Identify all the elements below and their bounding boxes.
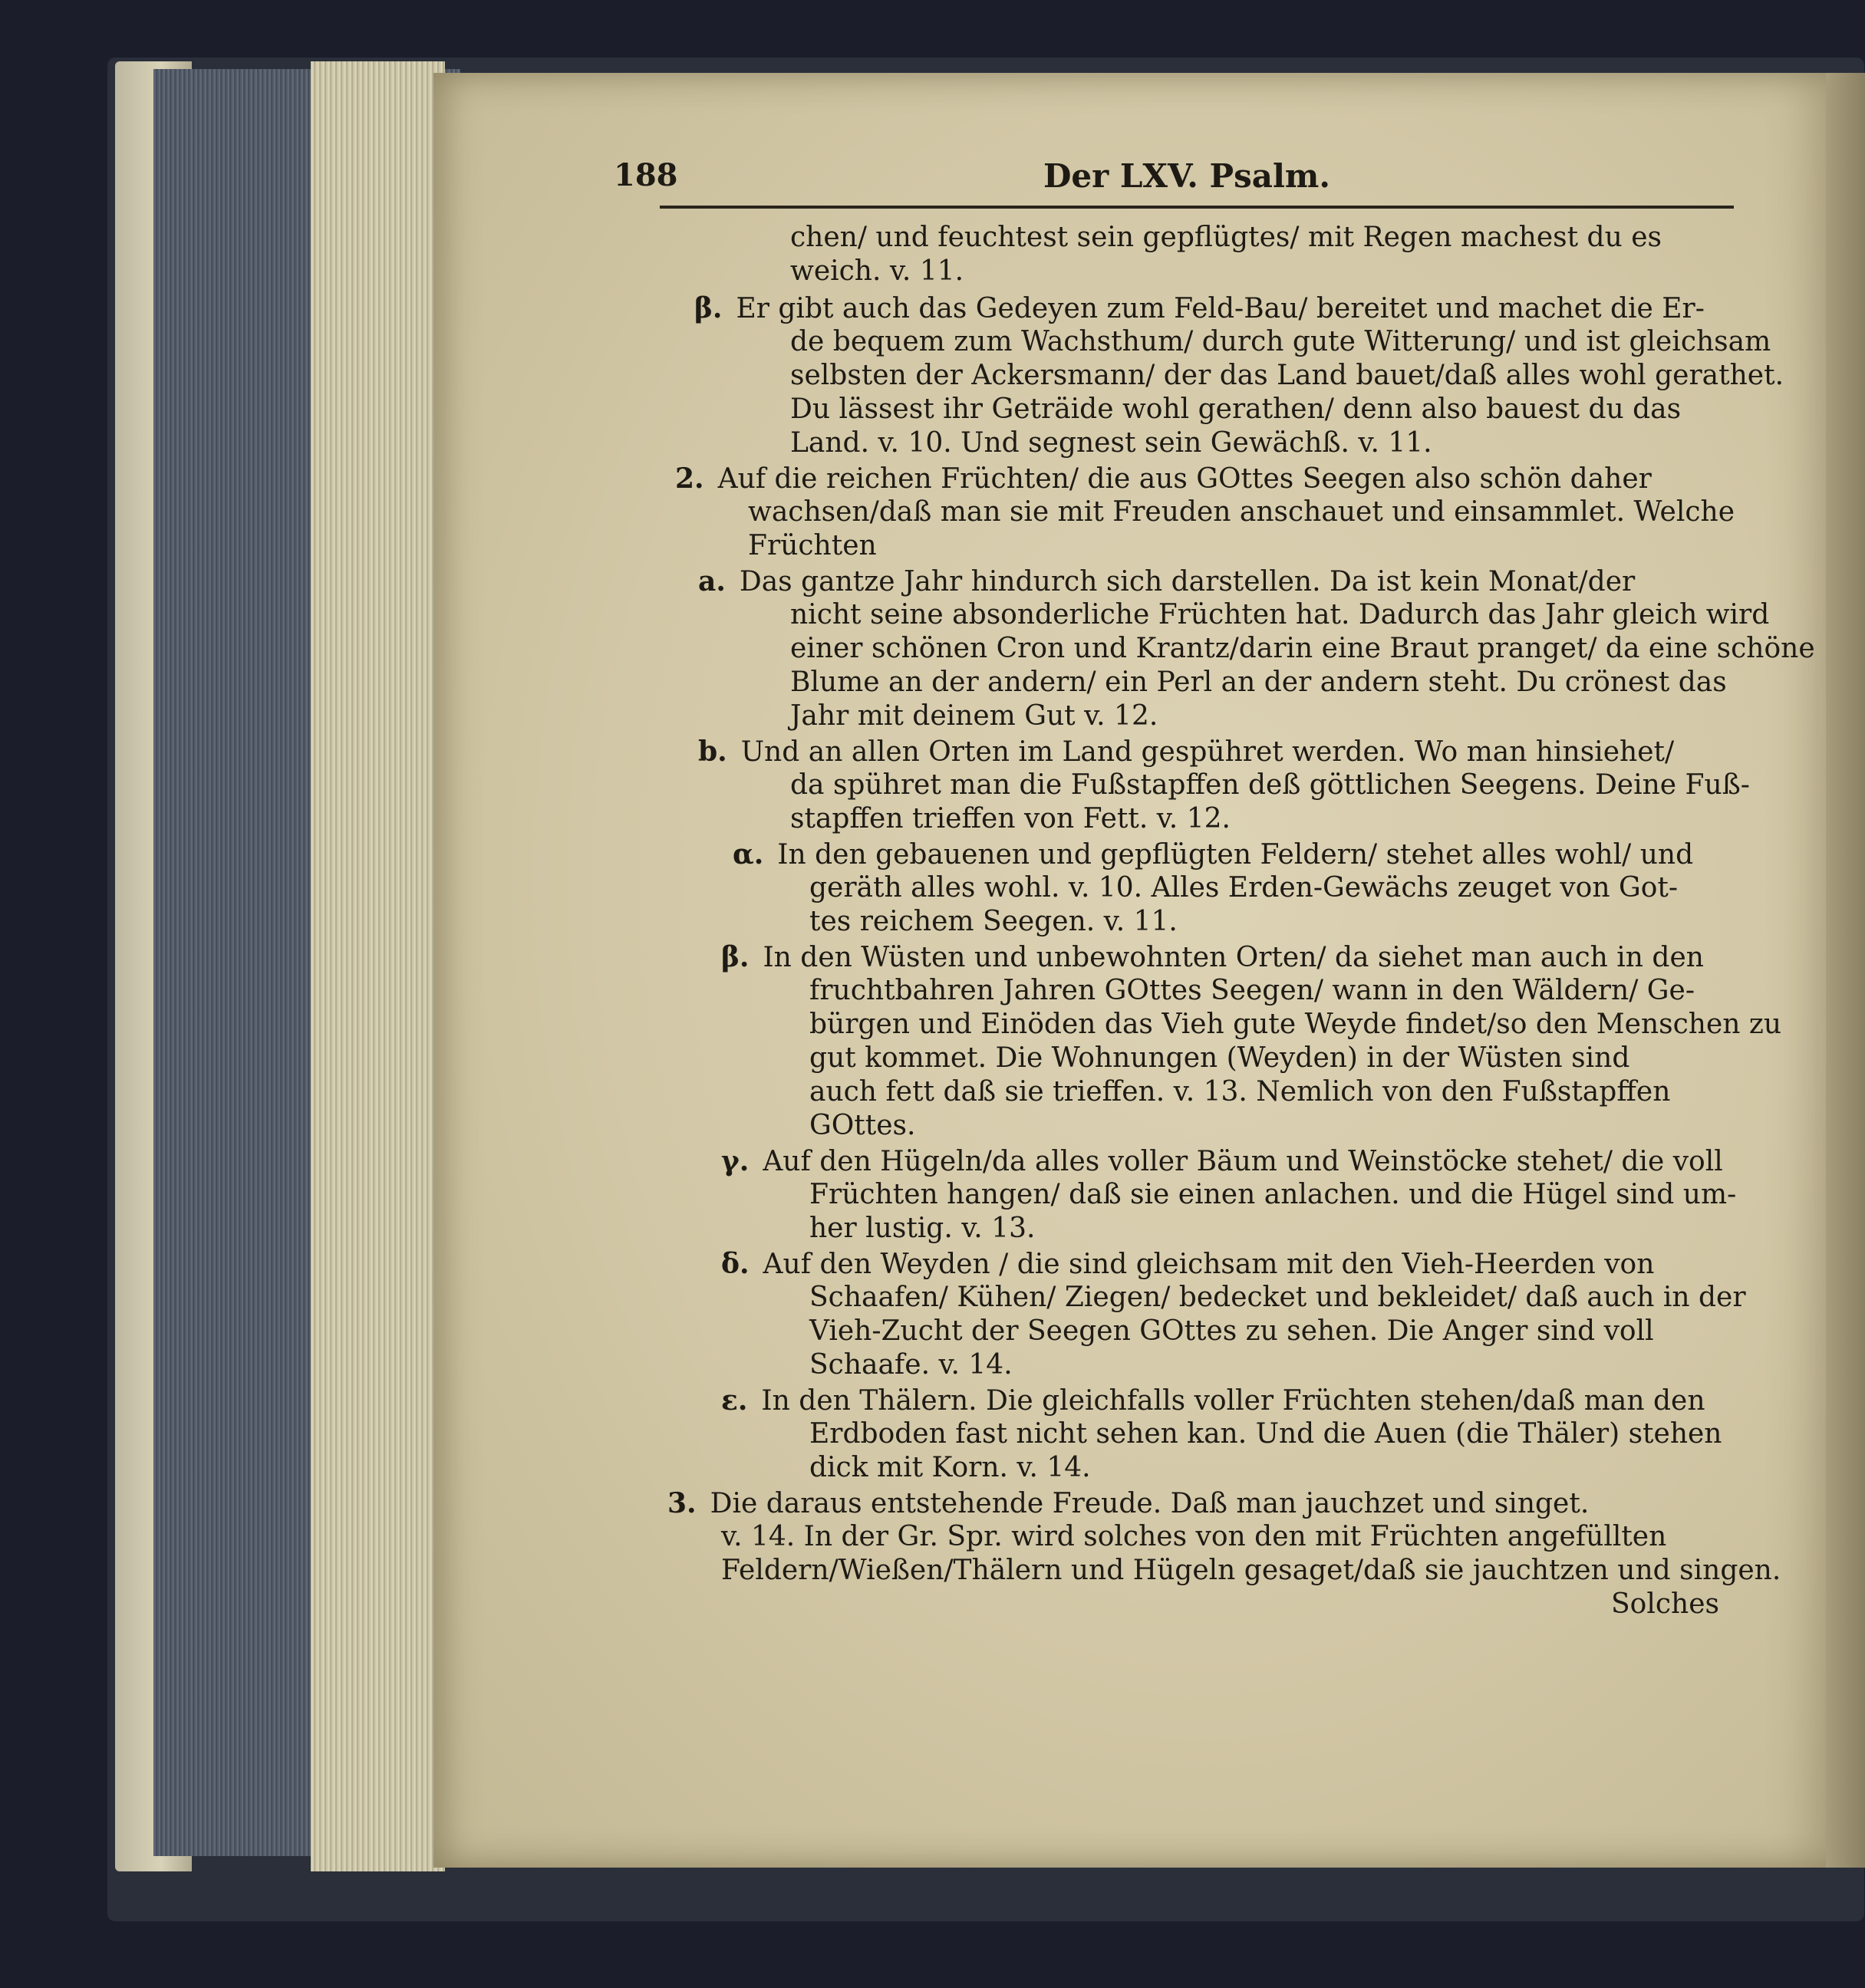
catchword: Solches: [1611, 1588, 1719, 1620]
text-line: Erdboden fast nicht sehen kan. Und die Auen (die Thäler) stehen: [809, 1418, 1722, 1450]
page-number: 188: [614, 157, 678, 193]
text-line: her lustig. v. 13.: [809, 1213, 1036, 1244]
text-line: Schaafen/ Kühen/ Ziegen/ bedecket und bekleidet/ daß auch in der: [809, 1282, 1746, 1313]
text-line: da spühret man die Fußstapffen deß göttlichen Seegens. Deine Fuß-: [790, 769, 1750, 801]
text-line: weich. v. 11.: [790, 255, 964, 287]
section-marker: 3.: [667, 1487, 697, 1519]
text-line: β. Er gibt auch das Gedeyen zum Feld-Bau/ bereitet und machet die Er-: [694, 292, 1705, 324]
text-line: bürgen und Einöden das Vieh gute Weyde findet/so den Menschen zu: [809, 1009, 1782, 1040]
text-line: Du lässest ihr Geträide wohl gerathen/ denn also bauest du das: [790, 393, 1682, 425]
text-line: fruchtbahren Jahren GOttes Seegen/ wann in den Wäldern/ Ge-: [809, 975, 1695, 1006]
text-line: b. Und an allen Orten im Land gespühret werden. Wo man hinsiehet/: [698, 736, 1675, 768]
text-line: dick mit Korn. v. 14.: [809, 1452, 1091, 1483]
section-marker: β.: [721, 941, 750, 973]
section-marker: γ.: [721, 1145, 750, 1177]
text-line: Land. v. 10. Und segnest sein Gewächß. v. 11.: [790, 427, 1432, 459]
text-line: Feldern/Wießen/Thälern und Hügeln gesaget/daß sie jauchtzen und singen.: [721, 1555, 1781, 1586]
text-line: nicht seine absonderliche Früchten hat. Dadurch das Jahr gleich wird: [790, 599, 1770, 630]
text-line: chen/ und feuchtest sein gepflügtes/ mit Regen machest du es: [790, 222, 1662, 253]
section-marker: ε.: [721, 1384, 748, 1417]
section-marker: 2.: [675, 462, 704, 495]
text-line: Früchten: [748, 530, 877, 561]
text-line: δ. Auf den Weyden / die sind gleichsam mit den Vieh-Heerden von: [721, 1248, 1655, 1280]
text-line: wachsen/daß man sie mit Freuden anschauet und einsammlet. Welche: [748, 496, 1735, 528]
text-line: GOttes.: [809, 1110, 916, 1141]
text-line: Vieh-Zucht der Seegen GOttes zu sehen. Die Anger sind voll: [809, 1315, 1654, 1347]
running-head: Der LXV. Psalm.: [1043, 157, 1330, 195]
text-line: tes reichem Seegen. v. 11.: [809, 906, 1178, 937]
text-line: 3. Die daraus entstehende Freude. Daß man jauchzet und singet.: [667, 1487, 1590, 1519]
text-line: β. In den Wüsten und unbewohnten Orten/ da siehet man auch in den: [721, 941, 1704, 973]
text-line: 2. Auf die reichen Früchten/ die aus GOttes Seegen also schön daher: [675, 462, 1652, 495]
text-line: stapffen trieffen von Fett. v. 12.: [790, 803, 1231, 834]
text-line: Jahr mit deinem Gut v. 12.: [790, 700, 1158, 732]
text-line: v. 14. In der Gr. Spr. wird solches von den mit Früchten angefüllten: [721, 1521, 1667, 1552]
section-marker: α.: [733, 838, 764, 871]
section-marker: a.: [698, 565, 726, 597]
text-line: α. In den gebauenen und gepflügten Feldern/ stehet alles wohl/ und: [733, 838, 1694, 871]
text-line: Früchten hangen/ daß sie einen anlachen. und die Hügel sind um-: [809, 1179, 1737, 1210]
text-line: einer schönen Cron und Krantz/darin eine Braut pranget/ da eine schöne: [790, 633, 1815, 664]
text-line: geräth alles wohl. v. 10. Alles Erden-Gewächs zeuget von Got-: [809, 872, 1679, 903]
header-rule: [660, 206, 1734, 209]
text-line: γ. Auf den Hügeln/da alles voller Bäum und Weinstöcke stehet/ die voll: [721, 1145, 1723, 1177]
text-line: auch fett daß sie trieffen. v. 13. Nemlich von den Fußstapffen: [809, 1076, 1671, 1108]
text-line: Schaafe. v. 14.: [809, 1349, 1013, 1381]
text-line: Blume an der andern/ ein Perl an der andern steht. Du crönest das: [790, 667, 1727, 698]
text-line: de bequem zum Wachsthum/ durch gute Witterung/ und ist gleichsam: [790, 326, 1771, 357]
section-marker: β.: [694, 292, 723, 324]
section-marker: b.: [698, 736, 727, 768]
text-line: gut kommet. Die Wohnungen (Weyden) in der Wüsten sind: [809, 1042, 1630, 1074]
text-line: selbsten der Ackersmann/ der das Land bauet/daß alles wohl gerathet.: [790, 360, 1784, 391]
text-line: a. Das gantze Jahr hindurch sich darstellen. Da ist kein Monat/der: [698, 565, 1636, 597]
section-marker: δ.: [721, 1248, 750, 1280]
text-line: ε. In den Thälern. Die gleichfalls voller Früchten stehen/daß man den: [721, 1384, 1705, 1417]
